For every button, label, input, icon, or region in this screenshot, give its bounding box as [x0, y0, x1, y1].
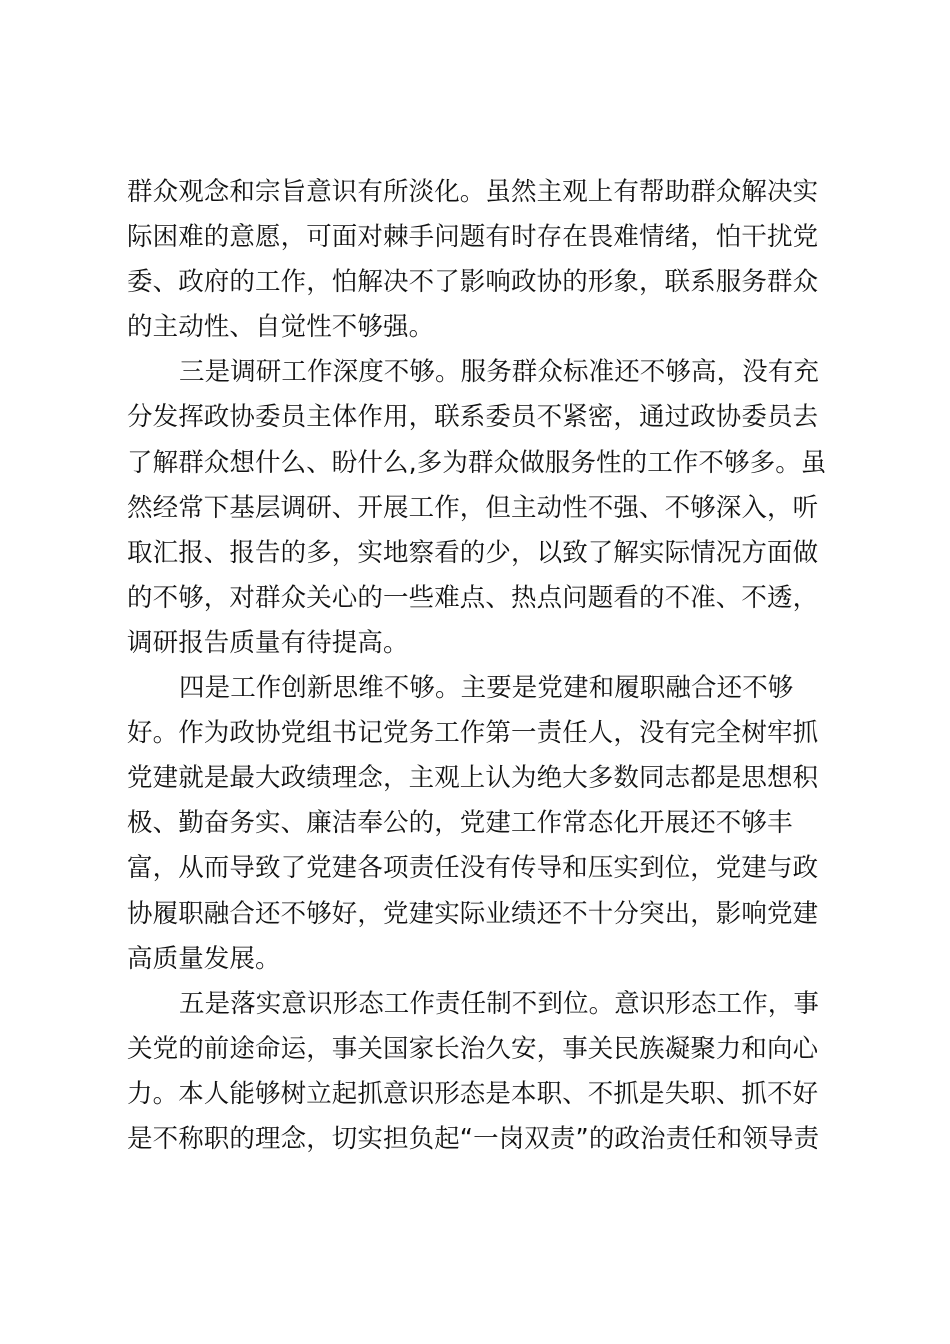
text-line: 党建就是最大政绩理念，主观上认为绝大多数同志都是思想积 [127, 763, 819, 794]
text-line: 了解群众想什么、盼什么,多为群众做服务性的工作不够多。虽 [127, 447, 827, 478]
text-line: 协履职融合还不够好，党建实际业绩还不十分突出，影响党建 [127, 898, 819, 929]
text-line: 极、勤奋务实、廉洁奉公的，党建工作常态化开展还不够丰 [127, 808, 793, 839]
text-line: 然经常下基层调研、开展工作，但主动性不强、不够深入，听 [127, 492, 819, 523]
text-line: 分发挥政协委员主体作用，联系委员不紧密，通过政协委员去 [127, 402, 819, 433]
text-line: 调研报告质量有待提高。 [127, 627, 409, 658]
text-line: 的主动性、自觉性不够强。 [127, 312, 435, 343]
paragraph-first-line: 四是工作创新思维不够。主要是党建和履职融合还不够 [179, 673, 794, 704]
text-line: 取汇报、报告的多，实地察看的少，以致了解实际情况方面做 [127, 537, 819, 568]
text-line: 高质量发展。 [127, 943, 281, 974]
document-body [127, 170, 827, 1162]
text-line: 力。本人能够树立起抓意识形态是本职、不抓是失职、抓不好 [127, 1078, 819, 1109]
text-line: 好。作为政协党组书记党务工作第一责任人，没有完全树牢抓 [127, 718, 819, 749]
text-line: 关党的前途命运，事关国家长治久安，事关民族凝聚力和向心 [127, 1033, 819, 1064]
paragraph-first-line: 五是落实意识形态工作责任制不到位。意识形态工作，事 [179, 988, 820, 1019]
paragraph-first-line: 三是调研工作深度不够。服务群众标准还不够高，没有充 [179, 357, 820, 388]
text-line: 是不称职的理念，切实担负起“一岗双责”的政治责任和领导责 [127, 1123, 820, 1154]
text-line: 富，从而导致了党建各项责任没有传导和压实到位，党建与政 [127, 853, 819, 884]
text-line: 的不够，对群众关心的一些难点、热点问题看的不准、不透， [127, 582, 819, 613]
text-line: 群众观念和宗旨意识有所淡化。虽然主观上有帮助群众解决实 [127, 177, 819, 207]
text-line: 际困难的意愿，可面对棘手问题有时存在畏难情绪，怕干扰党 [127, 222, 819, 253]
text-line: 委、政府的工作，怕解决不了影响政协的形象，联系服务群众 [127, 267, 819, 298]
